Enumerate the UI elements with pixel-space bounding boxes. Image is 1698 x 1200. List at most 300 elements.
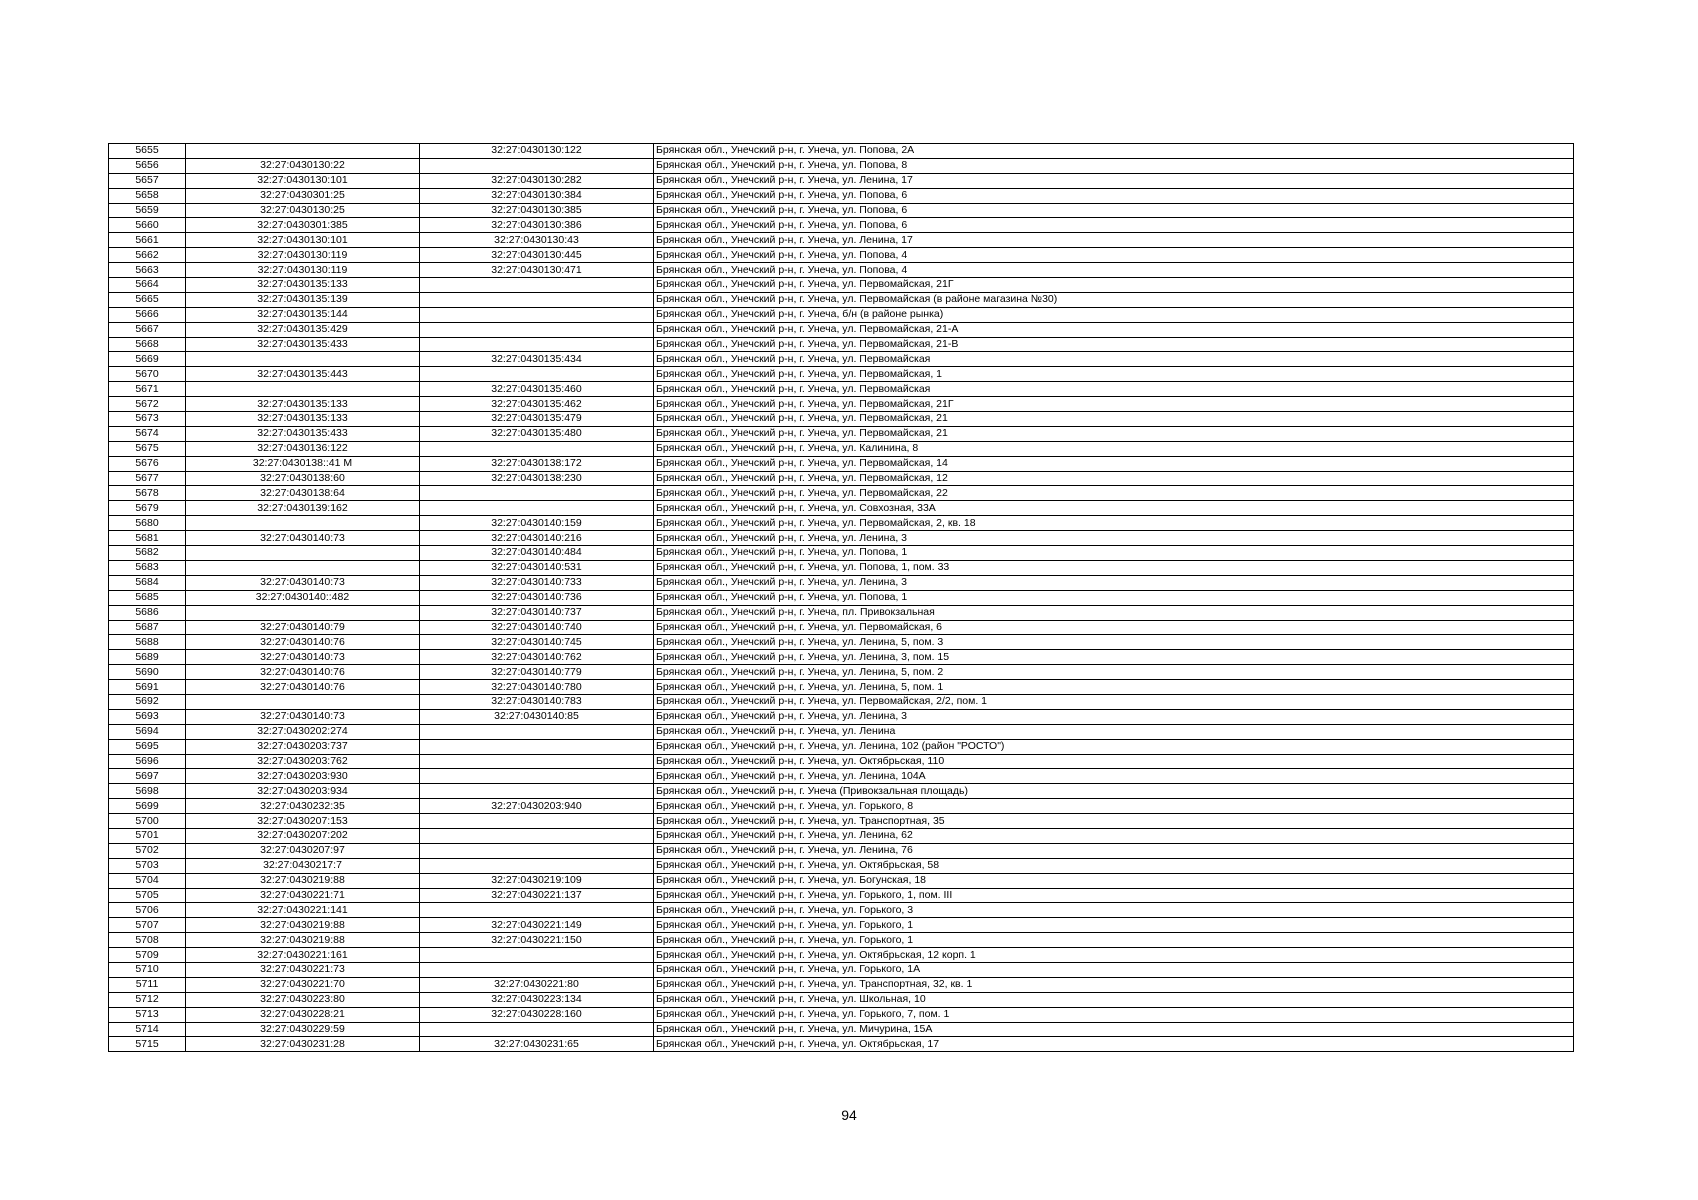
table-row (109, 263, 1574, 278)
row-number-cell: 5685 (109, 590, 186, 605)
new-cadastral-number-cell: 32:27:0430219:109 (420, 873, 654, 888)
address-cell: Брянская обл., Унечский р-н, г. Унеча, ул. Школьная, 10 (654, 992, 1574, 1007)
table-row (109, 843, 1574, 858)
row-number-cell: 5701 (109, 828, 186, 843)
cadastral-number-cell: 32:27:0430140:76 (186, 665, 420, 680)
row-number-cell: 5712 (109, 992, 186, 1007)
table-row (109, 531, 1574, 546)
row-number-cell: 5711 (109, 977, 186, 992)
table-row (109, 188, 1574, 203)
table-row (109, 560, 1574, 575)
new-cadastral-number-cell: 32:27:0430138:172 (420, 456, 654, 471)
cadastral-number-cell: 32:27:0430219:88 (186, 933, 420, 948)
new-cadastral-number-cell: 32:27:0430223:134 (420, 992, 654, 1007)
cadastral-number-cell (186, 352, 420, 367)
cadastral-number-cell (186, 546, 420, 561)
new-cadastral-number-cell (420, 814, 654, 829)
cadastral-number-cell: 32:27:0430135:429 (186, 322, 420, 337)
address-cell: Брянская обл., Унечский р-н, г. Унеча, ул. Богунская, 18 (654, 873, 1574, 888)
address-cell: Брянская обл., Унечский р-н, г. Унеча, ул. Горького, 1 (654, 933, 1574, 948)
address-cell: Брянская обл., Унечский р-н, г. Унеча, ул. Транспортная, 32, кв. 1 (654, 977, 1574, 992)
cadastral-number-cell: 32:27:0430219:88 (186, 918, 420, 933)
cadastral-number-cell: 32:27:0430130:119 (186, 248, 420, 263)
new-cadastral-number-cell (420, 292, 654, 307)
table-row (109, 694, 1574, 709)
cadastral-number-cell: 32:27:0430202:274 (186, 724, 420, 739)
property-table-body (109, 144, 1574, 1052)
address-cell: Брянская обл., Унечский р-н, г. Унеча, ул. Горького, 3 (654, 903, 1574, 918)
new-cadastral-number-cell (420, 739, 654, 754)
table-row (109, 486, 1574, 501)
address-cell: Брянская обл., Унечский р-н, г. Унеча, пл. Привокзальная (654, 605, 1574, 620)
table-row (109, 977, 1574, 992)
row-number-cell: 5678 (109, 486, 186, 501)
address-cell: Брянская обл., Унечский р-н, г. Унеча, ул. Попова, 6 (654, 188, 1574, 203)
cadastral-number-cell: 32:27:0430130:22 (186, 158, 420, 173)
address-cell: Брянская обл., Унечский р-н, г. Унеча, ул. Попова, 6 (654, 203, 1574, 218)
new-cadastral-number-cell (420, 501, 654, 516)
cadastral-number-cell: 32:27:0430135:133 (186, 412, 420, 427)
address-cell: Брянская обл., Унечский р-н, г. Унеча, ул. Ленина, 17 (654, 233, 1574, 248)
cadastral-number-cell: 32:27:0430140:73 (186, 650, 420, 665)
cadastral-number-cell: 32:27:0430221:73 (186, 962, 420, 977)
cadastral-number-cell: 32:27:0430135:133 (186, 397, 420, 412)
table-row (109, 754, 1574, 769)
address-cell: Брянская обл., Унечский р-н, г. Унеча, ул. Первомайская (654, 352, 1574, 367)
address-cell: Брянская обл., Унечский р-н, г. Унеча, ул. Попова, 6 (654, 218, 1574, 233)
address-cell: Брянская обл., Унечский р-н, г. Унеча, ул. Первомайская (в районе магазина №30) (654, 292, 1574, 307)
table-row (109, 635, 1574, 650)
address-cell: Брянская обл., Унечский р-н, г. Унеча, б/н (в районе рынка) (654, 307, 1574, 322)
table-row (109, 278, 1574, 293)
new-cadastral-number-cell: 32:27:0430130:384 (420, 188, 654, 203)
address-cell: Брянская обл., Унечский р-н, г. Унеча, ул. Совхозная, 33А (654, 501, 1574, 516)
new-cadastral-number-cell: 32:27:0430138:230 (420, 471, 654, 486)
cadastral-number-cell: 32:27:0430138:64 (186, 486, 420, 501)
table-row (109, 1007, 1574, 1022)
table-row (109, 992, 1574, 1007)
new-cadastral-number-cell: 32:27:0430140:740 (420, 620, 654, 635)
new-cadastral-number-cell: 32:27:0430140:783 (420, 694, 654, 709)
address-cell: Брянская обл., Унечский р-н, г. Унеча, ул. Попова, 4 (654, 263, 1574, 278)
cadastral-number-cell: 32:27:0430203:737 (186, 739, 420, 754)
cadastral-number-cell: 32:27:0430136:122 (186, 441, 420, 456)
row-number-cell: 5695 (109, 739, 186, 754)
row-number-cell: 5672 (109, 397, 186, 412)
table-row (109, 426, 1574, 441)
table-row (109, 248, 1574, 263)
cadastral-number-cell: 32:27:0430140:76 (186, 635, 420, 650)
table-row (109, 620, 1574, 635)
table-row (109, 173, 1574, 188)
row-number-cell: 5690 (109, 665, 186, 680)
cadastral-number-cell (186, 560, 420, 575)
table-row (109, 665, 1574, 680)
new-cadastral-number-cell: 32:27:0430140:779 (420, 665, 654, 680)
cadastral-number-cell: 32:27:0430138:60 (186, 471, 420, 486)
row-number-cell: 5710 (109, 962, 186, 977)
address-cell: Брянская обл., Унечский р-н, г. Унеча, ул. Ленина (654, 724, 1574, 739)
address-cell: Брянская обл., Унечский р-н, г. Унеча, ул. Октябрьская, 110 (654, 754, 1574, 769)
address-cell: Брянская обл., Унечский р-н, г. Унеча, ул. Горького, 1, пом. III (654, 888, 1574, 903)
new-cadastral-number-cell: 32:27:0430130:122 (420, 144, 654, 159)
row-number-cell: 5669 (109, 352, 186, 367)
cadastral-number-cell: 32:27:0430207:202 (186, 828, 420, 843)
new-cadastral-number-cell (420, 784, 654, 799)
new-cadastral-number-cell (420, 322, 654, 337)
table-row (109, 1037, 1574, 1052)
row-number-cell: 5686 (109, 605, 186, 620)
cadastral-number-cell: 32:27:0430219:88 (186, 873, 420, 888)
new-cadastral-number-cell (420, 843, 654, 858)
new-cadastral-number-cell (420, 337, 654, 352)
table-row (109, 918, 1574, 933)
address-cell: Брянская обл., Унечский р-н, г. Унеча, ул. Первомайская, 6 (654, 620, 1574, 635)
cadastral-number-cell: 32:27:0430221:71 (186, 888, 420, 903)
address-cell: Брянская обл., Унечский р-н, г. Унеча (Привокзальная площадь) (654, 784, 1574, 799)
cadastral-number-cell: 32:27:0430203:930 (186, 769, 420, 784)
address-cell: Брянская обл., Унечский р-н, г. Унеча, ул. Первомайская, 2/2, пом. 1 (654, 694, 1574, 709)
row-number-cell: 5704 (109, 873, 186, 888)
address-cell: Брянская обл., Унечский р-н, г. Унеча, ул. Попова, 8 (654, 158, 1574, 173)
row-number-cell: 5680 (109, 516, 186, 531)
new-cadastral-number-cell: 32:27:0430221:137 (420, 888, 654, 903)
row-number-cell: 5662 (109, 248, 186, 263)
table-row (109, 456, 1574, 471)
address-cell: Брянская обл., Унечский р-н, г. Унеча, ул. Горького, 1 (654, 918, 1574, 933)
row-number-cell: 5668 (109, 337, 186, 352)
cadastral-number-cell: 32:27:0430221:141 (186, 903, 420, 918)
table-row (109, 873, 1574, 888)
new-cadastral-number-cell (420, 948, 654, 963)
table-row (109, 203, 1574, 218)
cadastral-number-cell: 32:27:0430301:25 (186, 188, 420, 203)
table-row (109, 858, 1574, 873)
row-number-cell: 5658 (109, 188, 186, 203)
new-cadastral-number-cell (420, 903, 654, 918)
address-cell: Брянская обл., Унечский р-н, г. Унеча, ул. Первомайская, 14 (654, 456, 1574, 471)
row-number-cell: 5689 (109, 650, 186, 665)
row-number-cell: 5694 (109, 724, 186, 739)
cadastral-number-cell: 32:27:0430228:21 (186, 1007, 420, 1022)
cadastral-number-cell: 32:27:0430140:73 (186, 575, 420, 590)
cadastral-number-cell (186, 694, 420, 709)
table-row (109, 292, 1574, 307)
table-row (109, 441, 1574, 456)
address-cell: Брянская обл., Унечский р-н, г. Унеча, ул. Октябрьская, 58 (654, 858, 1574, 873)
table-row (109, 709, 1574, 724)
new-cadastral-number-cell: 32:27:0430140:216 (420, 531, 654, 546)
table-row (109, 501, 1574, 516)
cadastral-number-cell: 32:27:0430135:433 (186, 337, 420, 352)
cadastral-number-cell: 32:27:0430203:762 (186, 754, 420, 769)
row-number-cell: 5682 (109, 546, 186, 561)
table-row (109, 828, 1574, 843)
table-row (109, 799, 1574, 814)
row-number-cell: 5706 (109, 903, 186, 918)
table-row (109, 724, 1574, 739)
row-number-cell: 5688 (109, 635, 186, 650)
row-number-cell: 5713 (109, 1007, 186, 1022)
address-cell: Брянская обл., Унечский р-н, г. Унеча, ул. Ленина, 17 (654, 173, 1574, 188)
new-cadastral-number-cell: 32:27:0430140:736 (420, 590, 654, 605)
row-number-cell: 5714 (109, 1022, 186, 1037)
new-cadastral-number-cell (420, 769, 654, 784)
cadastral-number-cell: 32:27:0430138::41 М (186, 456, 420, 471)
table-row (109, 546, 1574, 561)
new-cadastral-number-cell: 32:27:0430130:386 (420, 218, 654, 233)
new-cadastral-number-cell: 32:27:0430203:940 (420, 799, 654, 814)
address-cell: Брянская обл., Унечский р-н, г. Унеча, ул. Первомайская, 2, кв. 18 (654, 516, 1574, 531)
page-number: 94 (841, 1107, 857, 1123)
address-cell: Брянская обл., Унечский р-н, г. Унеча, ул. Ленина, 3 (654, 531, 1574, 546)
cadastral-number-cell: 32:27:0430229:59 (186, 1022, 420, 1037)
table-row (109, 233, 1574, 248)
cadastral-number-cell: 32:27:0430135:144 (186, 307, 420, 322)
cadastral-number-cell (186, 516, 420, 531)
table-row (109, 382, 1574, 397)
table-row (109, 814, 1574, 829)
cadastral-number-cell: 32:27:0430207:97 (186, 843, 420, 858)
new-cadastral-number-cell: 32:27:0430140:745 (420, 635, 654, 650)
row-number-cell: 5707 (109, 918, 186, 933)
cadastral-number-cell: 32:27:0430140:73 (186, 531, 420, 546)
cadastral-number-cell: 32:27:0430140::482 (186, 590, 420, 605)
new-cadastral-number-cell: 32:27:0430221:149 (420, 918, 654, 933)
new-cadastral-number-cell: 32:27:0430140:762 (420, 650, 654, 665)
new-cadastral-number-cell (420, 754, 654, 769)
cadastral-number-cell: 32:27:0430135:133 (186, 278, 420, 293)
cadastral-number-cell: 32:27:0430140:73 (186, 709, 420, 724)
table-row (109, 1022, 1574, 1037)
table-row (109, 412, 1574, 427)
address-cell: Брянская обл., Унечский р-н, г. Унеча, ул. Калинина, 8 (654, 441, 1574, 456)
address-cell: Брянская обл., Унечский р-н, г. Унеча, ул. Ленина, 3 (654, 709, 1574, 724)
table-row (109, 605, 1574, 620)
cadastral-number-cell: 32:27:0430130:101 (186, 173, 420, 188)
new-cadastral-number-cell (420, 441, 654, 456)
cadastral-number-cell: 32:27:0430301:385 (186, 218, 420, 233)
row-number-cell: 5693 (109, 709, 186, 724)
table-row (109, 784, 1574, 799)
address-cell: Брянская обл., Унечский р-н, г. Унеча, ул. Ленина, 5, пом. 3 (654, 635, 1574, 650)
address-cell: Брянская обл., Унечский р-н, г. Унеча, ул. Ленина, 102 (район "РОСТО") (654, 739, 1574, 754)
address-cell: Брянская обл., Унечский р-н, г. Унеча, ул. Горького, 7, пом. 1 (654, 1007, 1574, 1022)
row-number-cell: 5677 (109, 471, 186, 486)
address-cell: Брянская обл., Унечский р-н, г. Унеча, ул. Первомайская, 21-А (654, 322, 1574, 337)
cadastral-number-cell: 32:27:0430139:162 (186, 501, 420, 516)
row-number-cell: 5681 (109, 531, 186, 546)
row-number-cell: 5665 (109, 292, 186, 307)
cadastral-number-cell: 32:27:0430140:79 (186, 620, 420, 635)
new-cadastral-number-cell (420, 278, 654, 293)
new-cadastral-number-cell (420, 1022, 654, 1037)
address-cell: Брянская обл., Унечский р-н, г. Унеча, ул. Горького, 8 (654, 799, 1574, 814)
new-cadastral-number-cell: 32:27:0430135:460 (420, 382, 654, 397)
address-cell: Брянская обл., Унечский р-н, г. Унеча, ул. Первомайская, 21 (654, 412, 1574, 427)
address-cell: Брянская обл., Унечский р-н, г. Унеча, ул. Попова, 1 (654, 590, 1574, 605)
cadastral-number-cell: 32:27:0430217:7 (186, 858, 420, 873)
cadastral-number-cell: 32:27:0430232:35 (186, 799, 420, 814)
cadastral-number-cell: 32:27:0430223:80 (186, 992, 420, 1007)
new-cadastral-number-cell: 32:27:0430228:160 (420, 1007, 654, 1022)
row-number-cell: 5697 (109, 769, 186, 784)
new-cadastral-number-cell (420, 828, 654, 843)
address-cell: Брянская обл., Унечский р-н, г. Унеча, ул. Ленина, 5, пом. 2 (654, 665, 1574, 680)
row-number-cell: 5684 (109, 575, 186, 590)
table-row (109, 590, 1574, 605)
table-row (109, 471, 1574, 486)
property-table-container (108, 143, 1573, 1052)
cadastral-number-cell: 32:27:0430207:153 (186, 814, 420, 829)
row-number-cell: 5655 (109, 144, 186, 159)
row-number-cell: 5696 (109, 754, 186, 769)
address-cell: Брянская обл., Унечский р-н, г. Унеча, ул. Ленина, 5, пом. 1 (654, 680, 1574, 695)
new-cadastral-number-cell (420, 367, 654, 382)
address-cell: Брянская обл., Унечский р-н, г. Унеча, ул. Первомайская, 22 (654, 486, 1574, 501)
cadastral-number-cell: 32:27:0430130:119 (186, 263, 420, 278)
row-number-cell: 5702 (109, 843, 186, 858)
row-number-cell: 5679 (109, 501, 186, 516)
table-row (109, 322, 1574, 337)
table-row (109, 769, 1574, 784)
table-row (109, 144, 1574, 159)
table-row (109, 575, 1574, 590)
address-cell: Брянская обл., Унечский р-н, г. Унеча, ул. Попова, 1, пом. 33 (654, 560, 1574, 575)
new-cadastral-number-cell (420, 858, 654, 873)
new-cadastral-number-cell: 32:27:0430140:780 (420, 680, 654, 695)
table-row (109, 158, 1574, 173)
table-row (109, 680, 1574, 695)
new-cadastral-number-cell: 32:27:0430221:80 (420, 977, 654, 992)
address-cell: Брянская обл., Унечский р-н, г. Унеча, ул. Ленина, 76 (654, 843, 1574, 858)
row-number-cell: 5661 (109, 233, 186, 248)
new-cadastral-number-cell: 32:27:0430135:434 (420, 352, 654, 367)
new-cadastral-number-cell: 32:27:0430130:471 (420, 263, 654, 278)
row-number-cell: 5715 (109, 1037, 186, 1052)
address-cell: Брянская обл., Унечский р-н, г. Унеча, ул. Ленина, 3 (654, 575, 1574, 590)
row-number-cell: 5700 (109, 814, 186, 829)
table-row (109, 397, 1574, 412)
row-number-cell: 5659 (109, 203, 186, 218)
address-cell: Брянская обл., Унечский р-н, г. Унеча, ул. Ленина, 62 (654, 828, 1574, 843)
table-row (109, 218, 1574, 233)
table-row (109, 516, 1574, 531)
row-number-cell: 5699 (109, 799, 186, 814)
new-cadastral-number-cell: 32:27:0430135:480 (420, 426, 654, 441)
address-cell: Брянская обл., Унечский р-н, г. Унеча, ул. Октябрьская, 17 (654, 1037, 1574, 1052)
new-cadastral-number-cell: 32:27:0430130:282 (420, 173, 654, 188)
table-row (109, 307, 1574, 322)
row-number-cell: 5663 (109, 263, 186, 278)
row-number-cell: 5657 (109, 173, 186, 188)
cadastral-number-cell (186, 382, 420, 397)
table-row (109, 962, 1574, 977)
cadastral-number-cell (186, 605, 420, 620)
row-number-cell: 5673 (109, 412, 186, 427)
row-number-cell: 5676 (109, 456, 186, 471)
row-number-cell: 5670 (109, 367, 186, 382)
cadastral-number-cell: 32:27:0430135:139 (186, 292, 420, 307)
new-cadastral-number-cell: 32:27:0430140:159 (420, 516, 654, 531)
row-number-cell: 5703 (109, 858, 186, 873)
address-cell: Брянская обл., Унечский р-н, г. Унеча, ул. Горького, 1А (654, 962, 1574, 977)
address-cell: Брянская обл., Унечский р-н, г. Унеча, ул. Попова, 4 (654, 248, 1574, 263)
new-cadastral-number-cell (420, 158, 654, 173)
address-cell: Брянская обл., Унечский р-н, г. Унеча, ул. Первомайская, 21 (654, 426, 1574, 441)
new-cadastral-number-cell: 32:27:0430140:85 (420, 709, 654, 724)
new-cadastral-number-cell (420, 724, 654, 739)
new-cadastral-number-cell: 32:27:0430130:445 (420, 248, 654, 263)
row-number-cell: 5708 (109, 933, 186, 948)
cadastral-number-cell: 32:27:0430135:433 (186, 426, 420, 441)
table-row (109, 367, 1574, 382)
new-cadastral-number-cell: 32:27:0430140:737 (420, 605, 654, 620)
row-number-cell: 5656 (109, 158, 186, 173)
table-row (109, 888, 1574, 903)
new-cadastral-number-cell: 32:27:0430130:385 (420, 203, 654, 218)
new-cadastral-number-cell (420, 486, 654, 501)
cadastral-number-cell: 32:27:0430231:28 (186, 1037, 420, 1052)
row-number-cell: 5675 (109, 441, 186, 456)
table-row (109, 650, 1574, 665)
row-number-cell: 5660 (109, 218, 186, 233)
new-cadastral-number-cell: 32:27:0430135:479 (420, 412, 654, 427)
address-cell: Брянская обл., Унечский р-н, г. Унеча, ул. Мичурина, 15А (654, 1022, 1574, 1037)
row-number-cell: 5692 (109, 694, 186, 709)
cadastral-number-cell: 32:27:0430130:25 (186, 203, 420, 218)
address-cell: Брянская обл., Унечский р-н, г. Унеча, ул. Первомайская, 1 (654, 367, 1574, 382)
address-cell: Брянская обл., Унечский р-н, г. Унеча, ул. Октябрьская, 12 корп. 1 (654, 948, 1574, 963)
new-cadastral-number-cell: 32:27:0430231:65 (420, 1037, 654, 1052)
cadastral-number-cell (186, 144, 420, 159)
new-cadastral-number-cell: 32:27:0430140:733 (420, 575, 654, 590)
address-cell: Брянская обл., Унечский р-н, г. Унеча, ул. Первомайская (654, 382, 1574, 397)
address-cell: Брянская обл., Унечский р-н, г. Унеча, ул. Первомайская, 21Г (654, 397, 1574, 412)
new-cadastral-number-cell: 32:27:0430130:43 (420, 233, 654, 248)
address-cell: Брянская обл., Унечский р-н, г. Унеча, ул. Первомайская, 12 (654, 471, 1574, 486)
row-number-cell: 5705 (109, 888, 186, 903)
table-row (109, 739, 1574, 754)
row-number-cell: 5698 (109, 784, 186, 799)
address-cell: Брянская обл., Унечский р-н, г. Унеча, ул. Ленина, 104А (654, 769, 1574, 784)
row-number-cell: 5666 (109, 307, 186, 322)
address-cell: Брянская обл., Унечский р-н, г. Унеча, ул. Попова, 2А (654, 144, 1574, 159)
row-number-cell: 5664 (109, 278, 186, 293)
address-cell: Брянская обл., Унечский р-н, г. Унеча, ул. Транспортная, 35 (654, 814, 1574, 829)
row-number-cell: 5709 (109, 948, 186, 963)
address-cell: Брянская обл., Унечский р-н, г. Унеча, ул. Первомайская, 21-В (654, 337, 1574, 352)
cadastral-number-cell: 32:27:0430203:934 (186, 784, 420, 799)
row-number-cell: 5667 (109, 322, 186, 337)
address-cell: Брянская обл., Унечский р-н, г. Унеча, ул. Ленина, 3, пом. 15 (654, 650, 1574, 665)
new-cadastral-number-cell: 32:27:0430140:484 (420, 546, 654, 561)
table-row (109, 933, 1574, 948)
table-row (109, 948, 1574, 963)
row-number-cell: 5674 (109, 426, 186, 441)
new-cadastral-number-cell: 32:27:0430221:150 (420, 933, 654, 948)
new-cadastral-number-cell (420, 962, 654, 977)
row-number-cell: 5683 (109, 560, 186, 575)
cadastral-number-cell: 32:27:0430221:70 (186, 977, 420, 992)
row-number-cell: 5691 (109, 680, 186, 695)
new-cadastral-number-cell: 32:27:0430140:531 (420, 560, 654, 575)
row-number-cell: 5687 (109, 620, 186, 635)
address-cell: Брянская обл., Унечский р-н, г. Унеча, ул. Первомайская, 21Г (654, 278, 1574, 293)
new-cadastral-number-cell (420, 307, 654, 322)
property-table (108, 143, 1574, 1052)
row-number-cell: 5671 (109, 382, 186, 397)
